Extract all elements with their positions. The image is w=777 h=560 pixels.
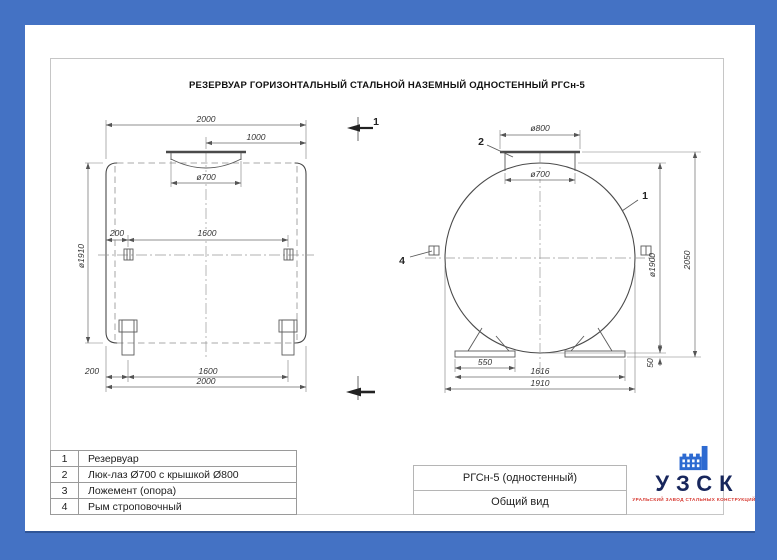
dim-overall-width: 1910 (530, 378, 550, 388)
part-number: 4 (51, 499, 79, 514)
callout-tank: 1 (642, 190, 648, 202)
dim-shell-diameter: ø1910 (76, 243, 86, 269)
section-marker-bottom (346, 376, 375, 400)
dim-cover: ø800 (530, 123, 550, 133)
dim-height: 2050 (682, 250, 692, 270)
parts-table (50, 450, 297, 515)
uzsk-logo (633, 445, 755, 517)
tank-designation: РГСн-5 (одностенный) (414, 466, 626, 491)
dim-length: 2000 (196, 114, 216, 124)
dim-saddle-width: 550 (477, 357, 493, 367)
drawing-sheet (25, 25, 755, 533)
factory-icon (676, 445, 712, 472)
part-number: 1 (51, 451, 79, 466)
dim-manhole-end: ø700 (530, 169, 550, 179)
part-name: Люк-лаз Ø700 с крышкой Ø800 (88, 468, 239, 481)
view-name: Общий вид (491, 496, 549, 509)
dim-lug-offset: 200 (109, 228, 125, 238)
dim-half-length: 1000 (246, 132, 266, 142)
dim-support-offset: 200 (84, 366, 100, 376)
table-row (51, 467, 296, 483)
section-label: 1 (373, 116, 379, 128)
part-number: 3 (51, 483, 79, 498)
sheet-title: РЕЗЕРВУАР ГОРИЗОНТАЛЬНЫЙ СТАЛЬНОЙ НАЗЕМНЫЙ ОДНОСТЕННЫЙ РГСн-5 (189, 80, 585, 91)
part-name: Резервуар (88, 452, 139, 465)
title-block (413, 465, 627, 515)
lifting-lug-end-left (429, 246, 439, 255)
dim-ground-gap: 50 (645, 358, 655, 368)
saddle-right (565, 328, 625, 357)
lifting-lug-side-right (284, 249, 293, 260)
logo-tagline: УРАЛЬСКИЙ ЗАВОД СТАЛЬНЫХ КОНСТРУКЦИЙ (632, 497, 756, 502)
side-view (76, 114, 314, 392)
dim-saddle-span: 1616 (530, 366, 550, 376)
section-marker-top (347, 116, 379, 141)
dim-manhole-side: ø700 (196, 172, 216, 182)
part-name: Ложемент (опора) (88, 484, 177, 497)
callout-lug: 4 (399, 255, 405, 267)
dim-overall: 2000 (196, 376, 216, 386)
support-leg-left (119, 320, 137, 355)
end-view (399, 123, 701, 393)
table-row (51, 499, 296, 514)
part-number: 2 (51, 467, 79, 482)
part-name: Рым строповочный (88, 500, 182, 513)
dim-support-spacing: 1600 (198, 366, 218, 376)
callout-manhole: 2 (478, 136, 484, 148)
support-leg-right (279, 320, 297, 355)
dim-diameter-end: ø1900 (647, 252, 657, 278)
lifting-lug-side-left (124, 249, 133, 260)
dim-lug-spacing: 1600 (197, 228, 217, 238)
table-row (51, 451, 296, 467)
table-row (51, 483, 296, 499)
saddle-left (455, 328, 515, 357)
logo-acronym: УЗСК (655, 471, 740, 496)
